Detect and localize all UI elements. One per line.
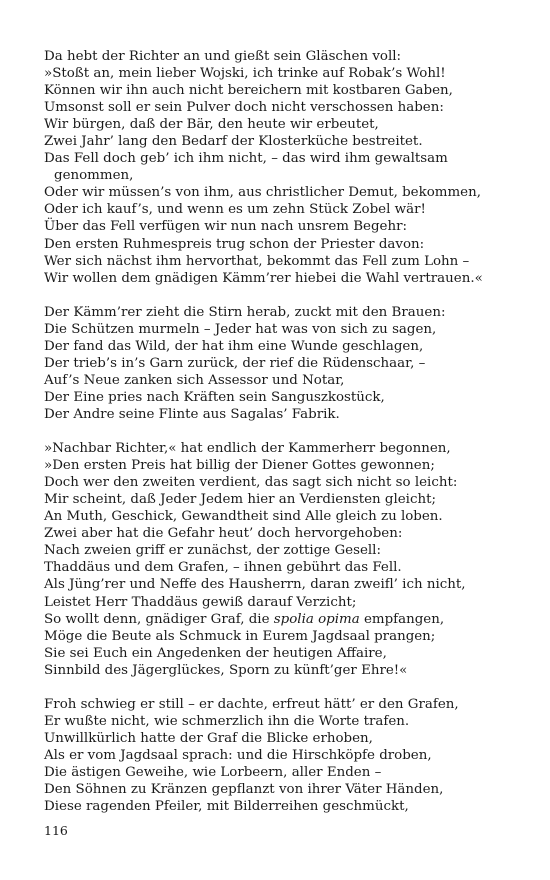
verse-text: Nach zweien griff er zunächst, der zottige Gesell:: [44, 543, 381, 559]
verse-line: [44, 491, 524, 508]
verse-line: [44, 253, 524, 270]
poem-text: [44, 48, 524, 832]
verse-line: [44, 355, 524, 372]
verse-text: An Muth, Geschick, Gewandtheit sind Alle gleich zu loben.: [44, 509, 443, 525]
verse-text: Als Jüng’rer und Neffe des Hausherrn, daran zweifl’ ich nicht,: [44, 577, 466, 593]
verse-line: [44, 798, 524, 815]
verse-text: Thaddäus und dem Grafen, – ihnen gebührt das Fell.: [44, 560, 402, 576]
verse-text: Als er vom Jagdsaal sprach: und die Hirschköpfe droben,: [44, 747, 432, 763]
verse-text: Zwei aber hat die Gefahr heut’ doch hervorgehoben:: [44, 526, 403, 542]
verse-text: »Den ersten Preis hat billig der Diener Gottes gewonnen;: [44, 458, 435, 474]
verse-text: So wollt denn, gnädiger Graf, die: [44, 611, 274, 627]
page-number: 116: [44, 823, 68, 838]
verse-line: [44, 713, 524, 730]
verse-text: Die ästigen Geweihe, wie Lorbeern, aller Enden –: [44, 764, 382, 780]
verse-line: [44, 696, 524, 713]
verse-line: [44, 440, 524, 457]
verse-text: Da hebt der Richter an und gießt sein Gläschen voll:: [44, 49, 402, 64]
stanza: [44, 304, 524, 423]
verse-text: Der fand das Wild, der hat ihm eine Wunde geschlagen,: [44, 338, 424, 354]
verse-text: Zwei Jahr’ lang den Bedarf der Klosterküche bestreitet.: [44, 134, 423, 150]
verse-text: Wir bürgen, daß der Bär, den heute wir erbeutet,: [44, 117, 379, 133]
verse-text: Diese ragenden Pfeiler, mit Bilderreihen geschmückt,: [44, 799, 409, 815]
verse-text: Leistet Herr Thaddäus gewiß darauf Verzicht;: [44, 594, 357, 610]
verse-text: Umsonst soll er sein Pulver doch nicht verschossen haben:: [44, 100, 444, 116]
verse-line: [44, 65, 524, 82]
verse-line: [44, 99, 524, 116]
verse-text: Können wir ihn auch nicht bereichern mit kostbaren Gaben,: [44, 83, 453, 99]
verse-text: »Nachbar Richter,« hat endlich der Kammerherr begonnen,: [44, 441, 451, 457]
verse-text: Froh schwieg er still – er dachte, erfreut hätt’ er den Grafen,: [44, 696, 459, 712]
verse-line: [44, 116, 524, 133]
verse-line: [44, 304, 524, 321]
verse-line: [44, 338, 524, 355]
verse-text: Oder wir müssen’s von ihm, aus christlicher Demut, bekommen,: [44, 185, 481, 201]
verse-line: [44, 389, 524, 406]
verse-line: [44, 457, 524, 474]
verse-line: [44, 372, 524, 389]
verse-line: [44, 184, 524, 201]
verse-line: [44, 628, 524, 645]
stanza: [44, 48, 524, 287]
verse-text: Den ersten Ruhmespreis trug schon der Priester davon:: [44, 236, 425, 252]
verse-text-after: empfangen,: [359, 611, 445, 627]
verse-text: genommen,: [54, 168, 134, 184]
verse-line: [44, 662, 524, 679]
verse-text: Der trieb’s in’s Garn zurück, der rief die Rüdenschaar, –: [44, 355, 426, 371]
verse-line: [44, 764, 524, 781]
verse-text: Sinnbild des Jägerglückes, Sporn zu künft’ger Ehre!«: [44, 662, 408, 678]
verse-line: [44, 150, 524, 167]
verse-line: [44, 82, 524, 99]
verse-line: [44, 508, 524, 525]
verse-text: Oder ich kauf’s, und wenn es um zehn Stück Zobel wär!: [44, 202, 426, 218]
verse-text: Er wußte nicht, wie schmerzlich ihn die Worte trafen.: [44, 713, 410, 729]
verse-line: [44, 167, 524, 184]
verse-line: [44, 321, 524, 338]
verse-text: Mir scheint, daß Jeder Jedem hier an Verdiensten gleicht;: [44, 492, 436, 508]
verse-line: [44, 474, 524, 491]
verse-line: [44, 611, 524, 628]
verse-text: Sie sei Euch ein Angedenken der heutigen Affaire,: [44, 645, 387, 661]
verse-line: [44, 730, 524, 747]
verse-line: [44, 594, 524, 611]
verse-text: Der Eine pries nach Kräften sein Sanguszkostück,: [44, 389, 385, 405]
verse-line: [44, 270, 524, 287]
verse-text: Das Fell doch geb’ ich ihm nicht, – das wird ihm gewaltsam: [44, 151, 448, 167]
verse-line: [44, 559, 524, 576]
verse-text: Die Schützen murmeln – Jeder hat was von sich zu sagen,: [44, 321, 437, 337]
verse-text: Wer sich nächst ihm hervorthat, bekommt das Fell zum Lohn –: [44, 253, 470, 269]
verse-text: Der Kämm’rer zieht die Stirn herab, zuckt mit den Brauen:: [44, 304, 446, 320]
verse-text: Wir wollen dem gnädigen Kämm’rer hiebei die Wahl vertrauen.«: [44, 270, 483, 286]
verse-text: Möge die Beute als Schmuck in Eurem Jagdsaal prangen;: [44, 628, 436, 644]
verse-text: Über das Fell verfügen wir nun nach unsrem Begehr:: [44, 219, 407, 235]
verse-text: Den Söhnen zu Kränzen gepflanzt von ihrer Väter Händen,: [44, 782, 444, 798]
verse-line: [44, 48, 524, 65]
verse-line: [44, 201, 524, 218]
stanza: [44, 696, 524, 815]
verse-italic-text: spolia opima: [273, 611, 360, 627]
verse-line: [44, 576, 524, 593]
verse-line: [44, 645, 524, 662]
verse-line: [44, 781, 524, 798]
verse-line: [44, 133, 524, 150]
verse-text: Der Andre seine Flinte aus Sagalas’ Fabrik.: [44, 406, 340, 422]
verse-line: [44, 236, 524, 253]
verse-text: Doch wer den zweiten verdient, das sagt sich nicht so leicht:: [44, 475, 458, 491]
verse-line: [44, 542, 524, 559]
verse-line: [44, 747, 524, 764]
stanza: [44, 440, 524, 679]
verse-line: [44, 218, 524, 235]
verse-text: Unwillkürlich hatte der Graf die Blicke erhoben,: [44, 730, 373, 746]
verse-line: [44, 406, 524, 423]
verse-text: »Stoßt an, mein lieber Wojski, ich trinke auf Robak’s Wohl!: [44, 66, 446, 82]
verse-text: Auf’s Neue zanken sich Assessor und Notar,: [44, 372, 345, 388]
verse-line: [44, 525, 524, 542]
